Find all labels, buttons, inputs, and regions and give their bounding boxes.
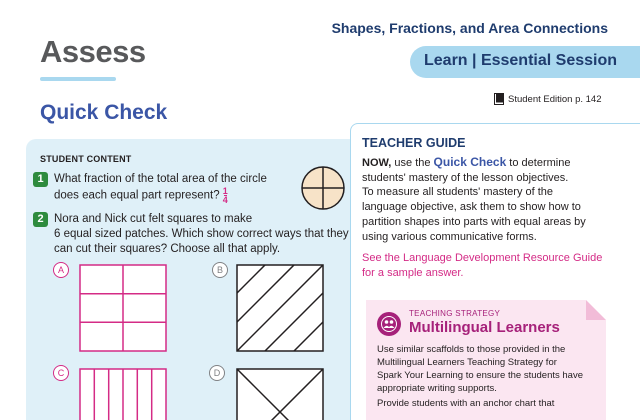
page-heading: Assess (40, 34, 146, 69)
student-content-label: STUDENT CONTENT (40, 154, 132, 164)
book-icon (494, 93, 504, 105)
multilingual-learners-title: Multilingual Learners (409, 319, 560, 336)
teaching-strategy-body (377, 343, 603, 412)
strategy-paragraph (377, 343, 603, 395)
people-icon-glyph (377, 312, 401, 336)
quartered-circle (300, 165, 346, 211)
question-1-number: 1 (33, 172, 48, 187)
header-title: Shapes, Fractions, and Area Connections (331, 20, 608, 36)
strategy-line: Spark Your Learning to ensure the students have (377, 370, 583, 381)
teacher-guide-line: using various communicative forms. (362, 230, 537, 243)
heading-underline (40, 77, 116, 81)
option-d-square[interactable] (236, 368, 324, 420)
fraction-denominator: 4 (222, 195, 228, 205)
question-2-text (54, 212, 349, 257)
option-c-square[interactable] (79, 368, 167, 420)
page-subheading: Quick Check (40, 101, 168, 124)
session-banner (410, 46, 640, 78)
teacher-guide-line: students' mastery of the lesson objectives. (362, 171, 569, 184)
question-2-number: 2 (33, 212, 48, 227)
strategy-line: Provide students with an anchor chart that (377, 398, 555, 409)
option-a-letter[interactable]: A (53, 262, 69, 278)
question-1-text (54, 172, 267, 204)
strategy-line: appropriate writing supports. (377, 383, 497, 394)
teacher-guide-text (362, 155, 637, 244)
teacher-guide-title: TEACHER GUIDE (362, 136, 466, 150)
edition-reference (494, 93, 602, 105)
question-2-line: Nora and Nick cut felt squares to make (54, 213, 253, 225)
now-label: NOW, (362, 157, 392, 169)
teacher-guide-line: To measure all students' mastery of the (362, 186, 554, 199)
answer-fraction (223, 187, 228, 204)
fraction-numerator: 1 (222, 186, 228, 196)
question-1-line (54, 187, 267, 204)
option-b-letter[interactable]: B (212, 262, 228, 278)
people-icon (377, 312, 401, 336)
option-a-square[interactable] (79, 264, 167, 352)
session-label: Learn | Essential Session (424, 52, 617, 69)
resource-guide-link[interactable] (362, 251, 637, 280)
option-b-square[interactable] (236, 264, 324, 352)
card-fold-corner (586, 300, 606, 320)
question-1-line-text: does each equal part represent? (54, 189, 220, 202)
question-1-line: What fraction of the total area of the circle (54, 173, 267, 185)
strategy-line: Use similar scaffolds to those provided in the (377, 344, 566, 355)
resource-guide-link-line[interactable]: for a sample answer. (362, 266, 464, 279)
option-c-letter[interactable]: C (53, 365, 69, 381)
use-the-text: use the (391, 157, 434, 169)
strategy-line: Multilingual Learners Teaching Strategy for (377, 357, 557, 368)
teacher-guide-line: partition shapes into parts with equal areas by (362, 215, 586, 228)
quick-check-term: Quick Check (433, 155, 507, 169)
teacher-guide-line (362, 155, 637, 171)
question-2-line: can cut their squares? Choose all that apply. (54, 243, 281, 255)
teacher-guide-line: language objective, ask them to show how to (362, 201, 581, 214)
resource-guide-link-line[interactable]: See the Language Development Resource Guide (362, 252, 603, 264)
strategy-paragraph (377, 397, 603, 410)
question-2-line: 6 equal sized patches. Which show correct ways that they (54, 228, 349, 240)
teaching-strategy-label: TEACHING STRATEGY (409, 309, 501, 318)
option-d-letter[interactable]: D (209, 365, 225, 381)
line1-rest: to determine (506, 157, 571, 169)
edition-text: Student Edition p. 142 (508, 93, 602, 105)
